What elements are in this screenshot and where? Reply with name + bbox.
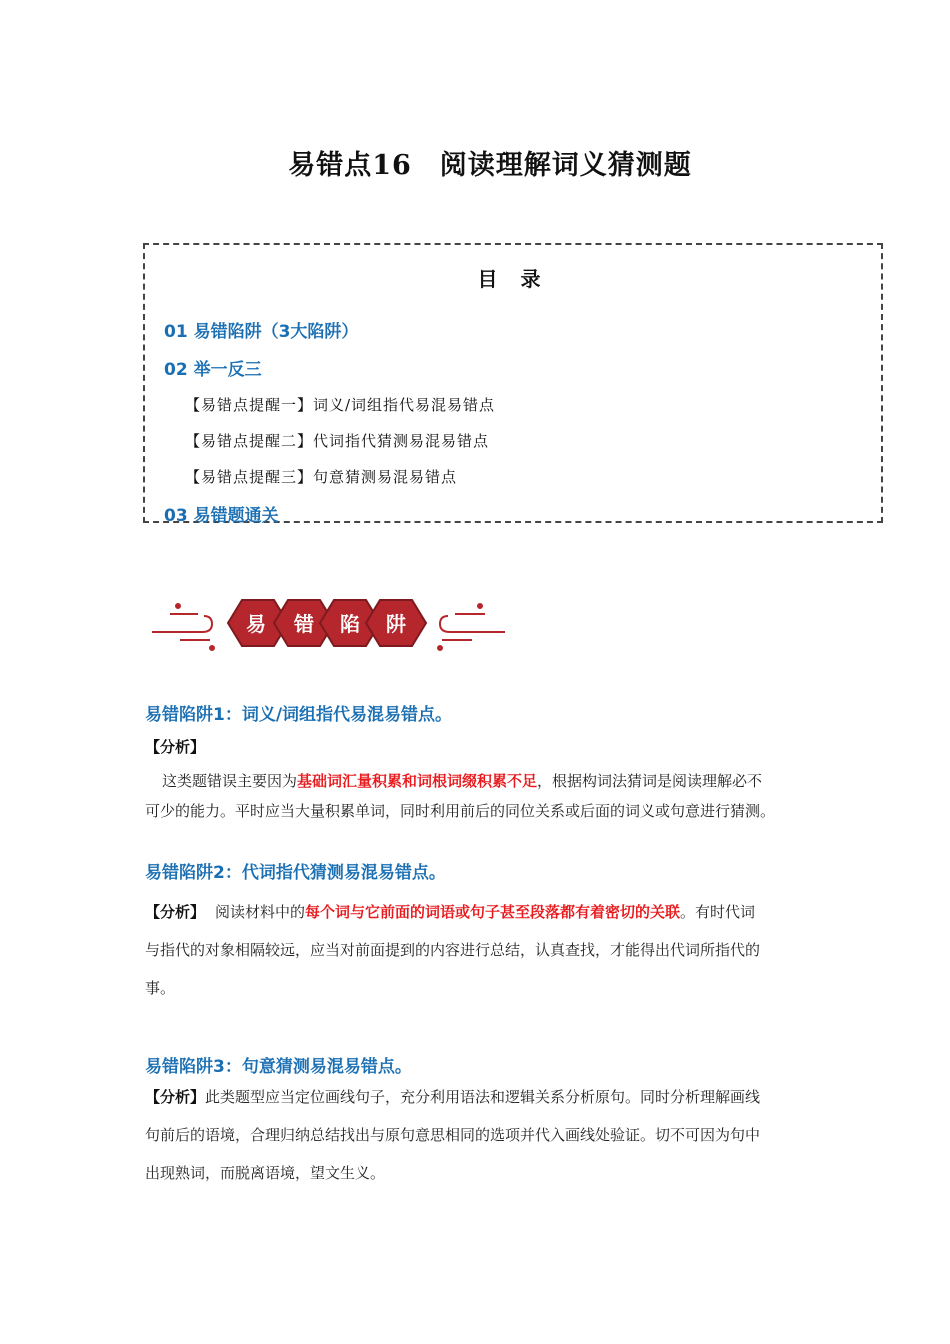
banner-char-4: 阱 — [386, 612, 406, 636]
trap2-line-2: 与指代的对象相隔较远，应当对前面提到的内容进行总结，认真查找，才能得出代词所指代的 — [145, 941, 761, 959]
banner-left-ornament — [152, 604, 214, 650]
trap1-label: 【分析】 — [145, 738, 206, 756]
trap3-line-3: 出现熟词，而脱离语境，望文生义。 — [145, 1164, 386, 1182]
trap2-heading: 易错陷阱2：代词指代猜测易混易错点。 — [145, 863, 446, 883]
toc-section-2[interactable]: 02 举一反三 — [164, 360, 262, 380]
section-banner — [150, 592, 510, 654]
trap3-paragraph — [145, 1078, 845, 1192]
toc-heading: 目 录 — [477, 267, 549, 291]
trap3-line-1: 此类题型应当定位画线句子，充分利用语法和逻辑关系分析原句。同时分析理解画线 — [205, 1088, 761, 1106]
table-of-contents — [143, 243, 883, 526]
trap2-label: 【分析】 — [145, 903, 206, 921]
trap2-highlight: 每个词与它前面的词语或句子甚至段落都有着密切的关联 — [305, 903, 681, 921]
banner-right-ornament — [438, 604, 505, 650]
trap1-line-2: 可少的能力。平时应当大量积累单词，同时利用前后的同位关系或后面的词义或句意进行猜测。 — [145, 802, 776, 820]
toc-subitem-2[interactable]: 【易错点提醒二】代词指代猜测易混易错点 — [185, 432, 490, 450]
trap2-text-a: 阅读材料中的 — [215, 903, 306, 921]
trap1-heading: 易错陷阱1：词义/词组指代易混易错点。 — [145, 705, 453, 725]
trap1-text-b: ，根据构词法猜词是阅读理解必不 — [537, 772, 763, 790]
trap2-line-3: 事。 — [145, 979, 176, 997]
page-title: 易错点16 阅读理解词义猜测题 — [288, 150, 692, 181]
trap2-text-b: 。有时代词 — [680, 903, 756, 921]
trap3-heading: 易错陷阱3：句意猜测易混易错点。 — [145, 1057, 412, 1077]
trap1-paragraph — [145, 766, 845, 826]
toc-subitem-1[interactable]: 【易错点提醒一】词义/词组指代易混易错点 — [185, 396, 496, 414]
trap2-paragraph — [145, 893, 845, 1007]
toc-subitem-3[interactable]: 【易错点提醒三】句意猜测易混易错点 — [185, 468, 458, 486]
banner-char-2: 错 — [294, 612, 314, 636]
trap1-highlight: 基础词汇量积累和词根词缀积累不足 — [297, 772, 538, 790]
banner-char-3: 陷 — [340, 612, 360, 636]
trap3-line-2: 句前后的语境，合理归纳总结找出与原句意思相同的选项并代入画线处验证。切不可因为句中 — [145, 1126, 761, 1144]
banner-char-1: 易 — [246, 612, 266, 636]
toc-section-1[interactable]: 01 易错陷阱（3大陷阱） — [164, 322, 359, 342]
trap3-label: 【分析】 — [145, 1088, 206, 1106]
toc-section-3[interactable]: 03 易错题通关 — [164, 506, 279, 526]
trap1-text-a: 这类题错误主要因为 — [162, 772, 298, 790]
